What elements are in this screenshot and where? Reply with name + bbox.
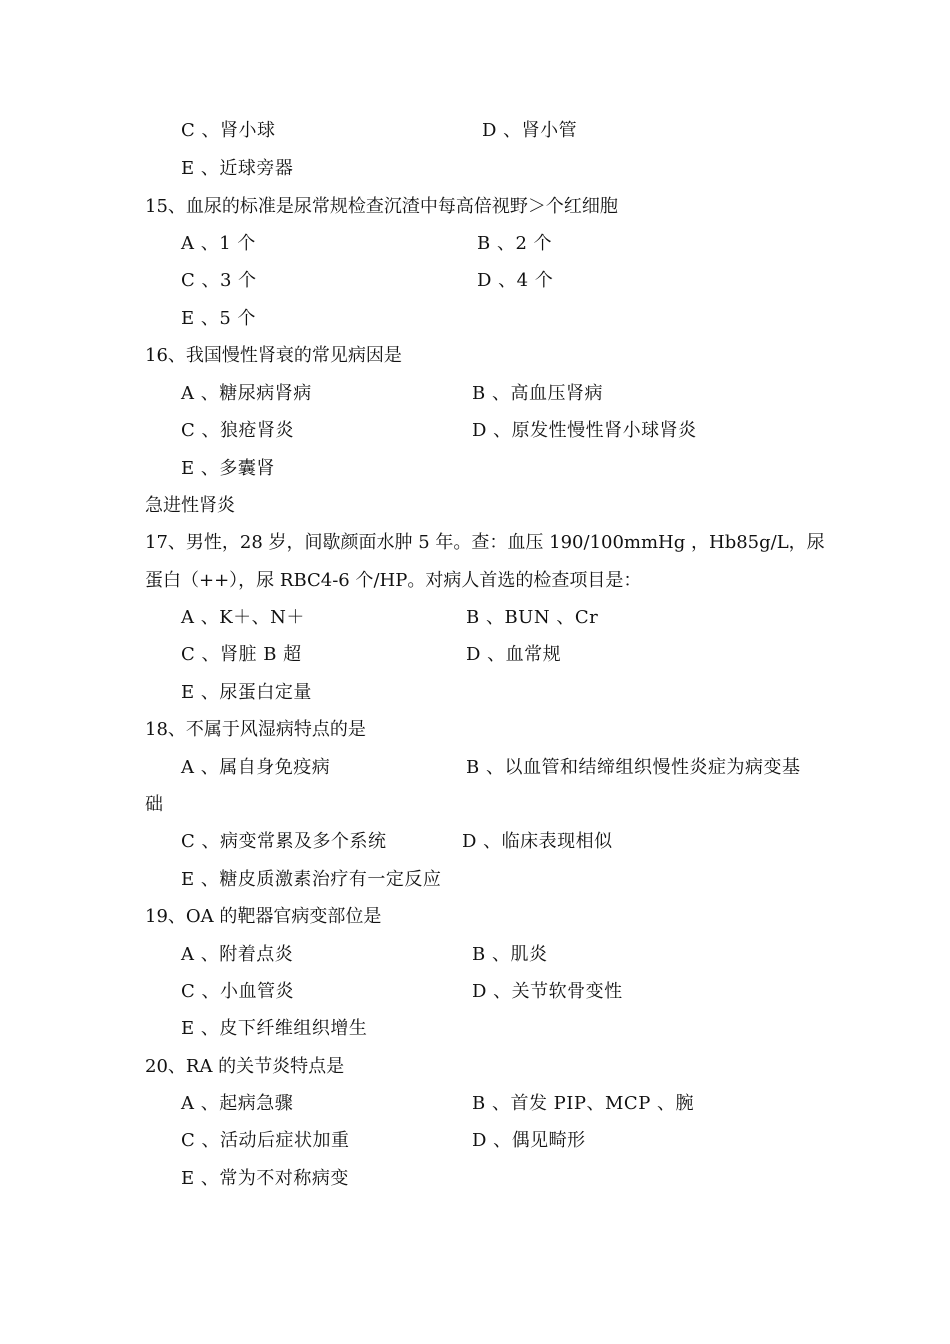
q17-option-e: E 、尿蛋白定量 <box>181 682 312 703</box>
q14-option-e: E 、近球旁器 <box>181 158 294 179</box>
q17-stem-line1: 17、男性，28 岁，间歇颜面水肿 5 年。查：血压 190/100mmHg ，Hb85g/L，尿 <box>145 532 825 553</box>
q18-option-b-line2: 础 <box>145 794 163 815</box>
q16-option-c: C 、狼疮肾炎 <box>181 420 294 441</box>
q16-stem: 16、我国慢性肾衰的常见病因是 <box>145 345 402 366</box>
q15-option-a: A 、1 个 <box>181 233 256 254</box>
q15-option-d: D 、4 个 <box>477 270 554 291</box>
q18-option-b-line1: B 、以血管和结缔组织慢性炎症为病变基 <box>466 757 801 778</box>
q18-stem: 18、不属于风湿病特点的是 <box>145 719 366 740</box>
q15-stem: 15、血尿的标准是尿常规检查沉渣中每高倍视野＞个红细胞 <box>145 196 618 217</box>
q18-option-e: E 、糖皮质激素治疗有一定反应 <box>181 869 442 890</box>
q15-option-e: E 、5 个 <box>181 308 257 329</box>
q17-stem-line2: 蛋白（++），尿 RBC4-6 个/HP。对病人首选的检查项目是： <box>145 570 642 591</box>
q20-option-e: E 、常为不对称病变 <box>181 1168 349 1189</box>
q14-option-d: D 、肾小管 <box>482 120 578 141</box>
q17-option-a: A 、K＋、N＋ <box>181 607 305 628</box>
q17-option-b: B 、BUN 、Cr <box>466 607 599 628</box>
q16-option-a: A 、糖尿病肾病 <box>181 383 312 404</box>
q15-option-b: B 、2 个 <box>477 233 553 254</box>
q20-option-c: C 、活动后症状加重 <box>181 1130 350 1151</box>
q19-option-a: A 、附着点炎 <box>181 944 294 965</box>
q19-stem: 19、OA 的靶器官病变部位是 <box>145 906 382 927</box>
q20-stem: 20、RA 的关节炎特点是 <box>145 1056 345 1077</box>
q20-option-b: B 、首发 PIP、MCP 、腕 <box>472 1093 695 1114</box>
q16-option-b: B 、高血压肾病 <box>472 383 603 404</box>
q19-option-b: B 、肌炎 <box>472 944 548 965</box>
q14-option-c: C 、肾小球 <box>181 120 276 141</box>
q16-option-d: D 、原发性慢性肾小球肾炎 <box>472 420 697 441</box>
q15-option-c: C 、3 个 <box>181 270 257 291</box>
q18-option-d: D 、临床表现相似 <box>462 831 613 852</box>
q18-option-a: A 、属自身免疫病 <box>181 757 331 778</box>
q17-option-c: C 、肾脏 B 超 <box>181 644 302 665</box>
q19-option-c: C 、小血管炎 <box>181 981 294 1002</box>
q16-option-e: E 、多囊肾 <box>181 458 275 479</box>
q20-option-d: D 、偶见畸形 <box>472 1130 586 1151</box>
stray-text-line: 急进性肾炎 <box>145 495 235 516</box>
q19-option-d: D 、关节软骨变性 <box>472 981 623 1002</box>
q17-option-d: D 、血常规 <box>466 644 562 665</box>
q19-option-e: E 、皮下纤维组织增生 <box>181 1018 368 1039</box>
q18-option-c: C 、病变常累及多个系统 <box>181 831 387 852</box>
q20-option-a: A 、起病急骤 <box>181 1093 294 1114</box>
